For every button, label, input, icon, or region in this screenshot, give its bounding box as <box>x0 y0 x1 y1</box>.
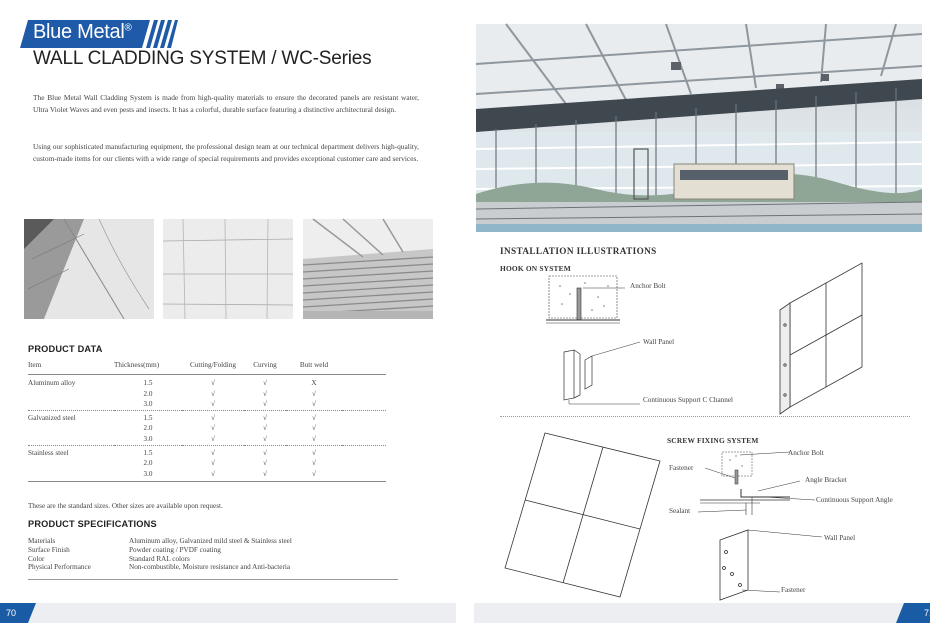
spec-value: Aluminum alloy, Galvanized mild steel & Stainless steel <box>129 537 292 545</box>
col-cutting: Cutting/Folding <box>182 360 244 375</box>
brand-name: Blue Metal® <box>33 21 132 43</box>
butt-cell: X <box>311 379 317 387</box>
illustration-divider <box>500 416 910 417</box>
spec-value: Powder coating / PVDF coating <box>129 545 221 554</box>
spec-label: Surface Finish <box>28 545 70 554</box>
spec-label: Color <box>28 554 45 563</box>
col-thickness: Thickness(mm) <box>114 360 182 375</box>
label-c-channel: Continuous Support C Channel <box>643 396 734 404</box>
label-sealant: Sealant <box>669 507 691 515</box>
item-cell: Galvanized steel <box>28 413 76 422</box>
thickness-cell: 2.0 <box>143 424 153 433</box>
curving-cell: √ <box>263 424 267 433</box>
item-cell: Aluminum alloy <box>28 379 76 387</box>
installation-heading: INSTALLATION ILLUSTRATIONS <box>500 246 657 256</box>
screw-wall-panel-drawing <box>720 530 822 600</box>
screw-fixing-title: SCREW FIXING SYSTEM <box>667 436 759 445</box>
curving-cell: √ <box>244 469 286 482</box>
intro-paragraph-2: Using our sophisticated manufacturing equipment, the professional design team at our technical department delivers high-quality, custom-made items for our clients with a wide range of special requirements and provides exceptional customer care and services. <box>33 142 419 163</box>
cutting-cell: √ <box>211 448 215 457</box>
label-anchor-bolt: Anchor Bolt <box>630 282 666 290</box>
thickness-cell: 1.5 <box>143 413 153 422</box>
cutting-cell: √ <box>182 469 244 482</box>
curving-cell: √ <box>244 434 286 445</box>
item-cell: Stainless steel <box>28 448 69 457</box>
registered-mark: ® <box>124 22 132 34</box>
label-screw-anchor-bolt: Anchor Bolt <box>788 449 824 457</box>
cutting-cell: √ <box>211 389 215 398</box>
hook-c-channel-detail <box>564 342 640 404</box>
label-fastener-bottom: Fastener <box>781 586 806 594</box>
hook-wall-panel-drawing <box>780 263 862 414</box>
table-note: These are the standard sizes. Other sizes are available upon request. <box>28 502 223 510</box>
thickness-cell: 2.0 <box>143 389 153 398</box>
cutting-cell: √ <box>211 413 215 422</box>
thickness-cell: 2.0 <box>143 459 153 468</box>
screw-panel-grid-drawing <box>505 433 660 597</box>
butt-cell: √ <box>312 413 316 422</box>
cutting-cell: √ <box>211 459 215 468</box>
thickness-cell: 3.0 <box>114 469 182 482</box>
label-wall-panel: Wall Panel <box>643 338 675 346</box>
curving-cell: √ <box>263 413 267 422</box>
butt-cell: √ <box>286 469 342 482</box>
intro-paragraph-1: The Blue Metal Wall Cladding System is made from high-quality materials to ensure the decorated panels are resistant water, Ultra Violet Waves and even pests and insects. It has a colorful, durable surface featuring a distinctive architectural design. <box>33 93 419 114</box>
page-number-right: 71 <box>923 608 934 618</box>
spec-label: Physical Performance <box>28 563 91 572</box>
butt-cell: √ <box>286 399 342 410</box>
page-title: WALL CLADDING SYSTEM / WC-Series <box>33 48 372 69</box>
cutting-cell: √ <box>211 379 215 387</box>
label-fastener-top: Fastener <box>669 464 694 472</box>
screw-fixing-section <box>698 452 815 515</box>
hook-on-system-title: HOOK ON SYSTEM <box>500 264 571 273</box>
spec-label: Materials <box>28 537 56 545</box>
col-item: Item <box>28 360 114 375</box>
curving-cell: √ <box>263 379 267 387</box>
thickness-cell: 3.0 <box>114 399 182 410</box>
page-number-left: 70 <box>6 608 17 618</box>
col-butt-weld: Butt weld <box>286 360 342 375</box>
thickness-cell: 1.5 <box>143 379 153 387</box>
cutting-cell: √ <box>182 434 244 445</box>
footer-bar-left <box>26 603 456 623</box>
curving-cell: √ <box>263 448 267 457</box>
thickness-cell: 1.5 <box>143 448 153 457</box>
product-specs-heading: PRODUCT SPECIFICATIONS <box>28 519 157 529</box>
label-support-angle: Continuous Support Angle <box>816 496 893 504</box>
butt-cell: √ <box>312 448 316 457</box>
curving-cell: √ <box>263 459 267 468</box>
butt-cell: √ <box>312 389 316 398</box>
hook-anchor-detail <box>546 276 625 323</box>
butt-cell: √ <box>312 459 316 468</box>
butt-cell: √ <box>286 434 342 445</box>
label-screw-wall-panel: Wall Panel <box>824 534 856 542</box>
spec-value: Non-combustible, Moisture resistance and Anti-bacteria <box>129 563 291 572</box>
product-data-heading: PRODUCT DATA <box>28 344 103 354</box>
cutting-cell: √ <box>182 399 244 410</box>
curving-cell: √ <box>263 389 267 398</box>
cutting-cell: √ <box>211 424 215 433</box>
thickness-cell: 3.0 <box>114 434 182 445</box>
butt-cell: √ <box>312 424 316 433</box>
label-angle-bracket: Angle Bracket <box>805 476 847 484</box>
curving-cell: √ <box>244 399 286 410</box>
spec-value: Standard RAL colors <box>129 554 190 563</box>
col-curving: Curving <box>244 360 286 375</box>
footer-bar-right <box>474 603 904 623</box>
